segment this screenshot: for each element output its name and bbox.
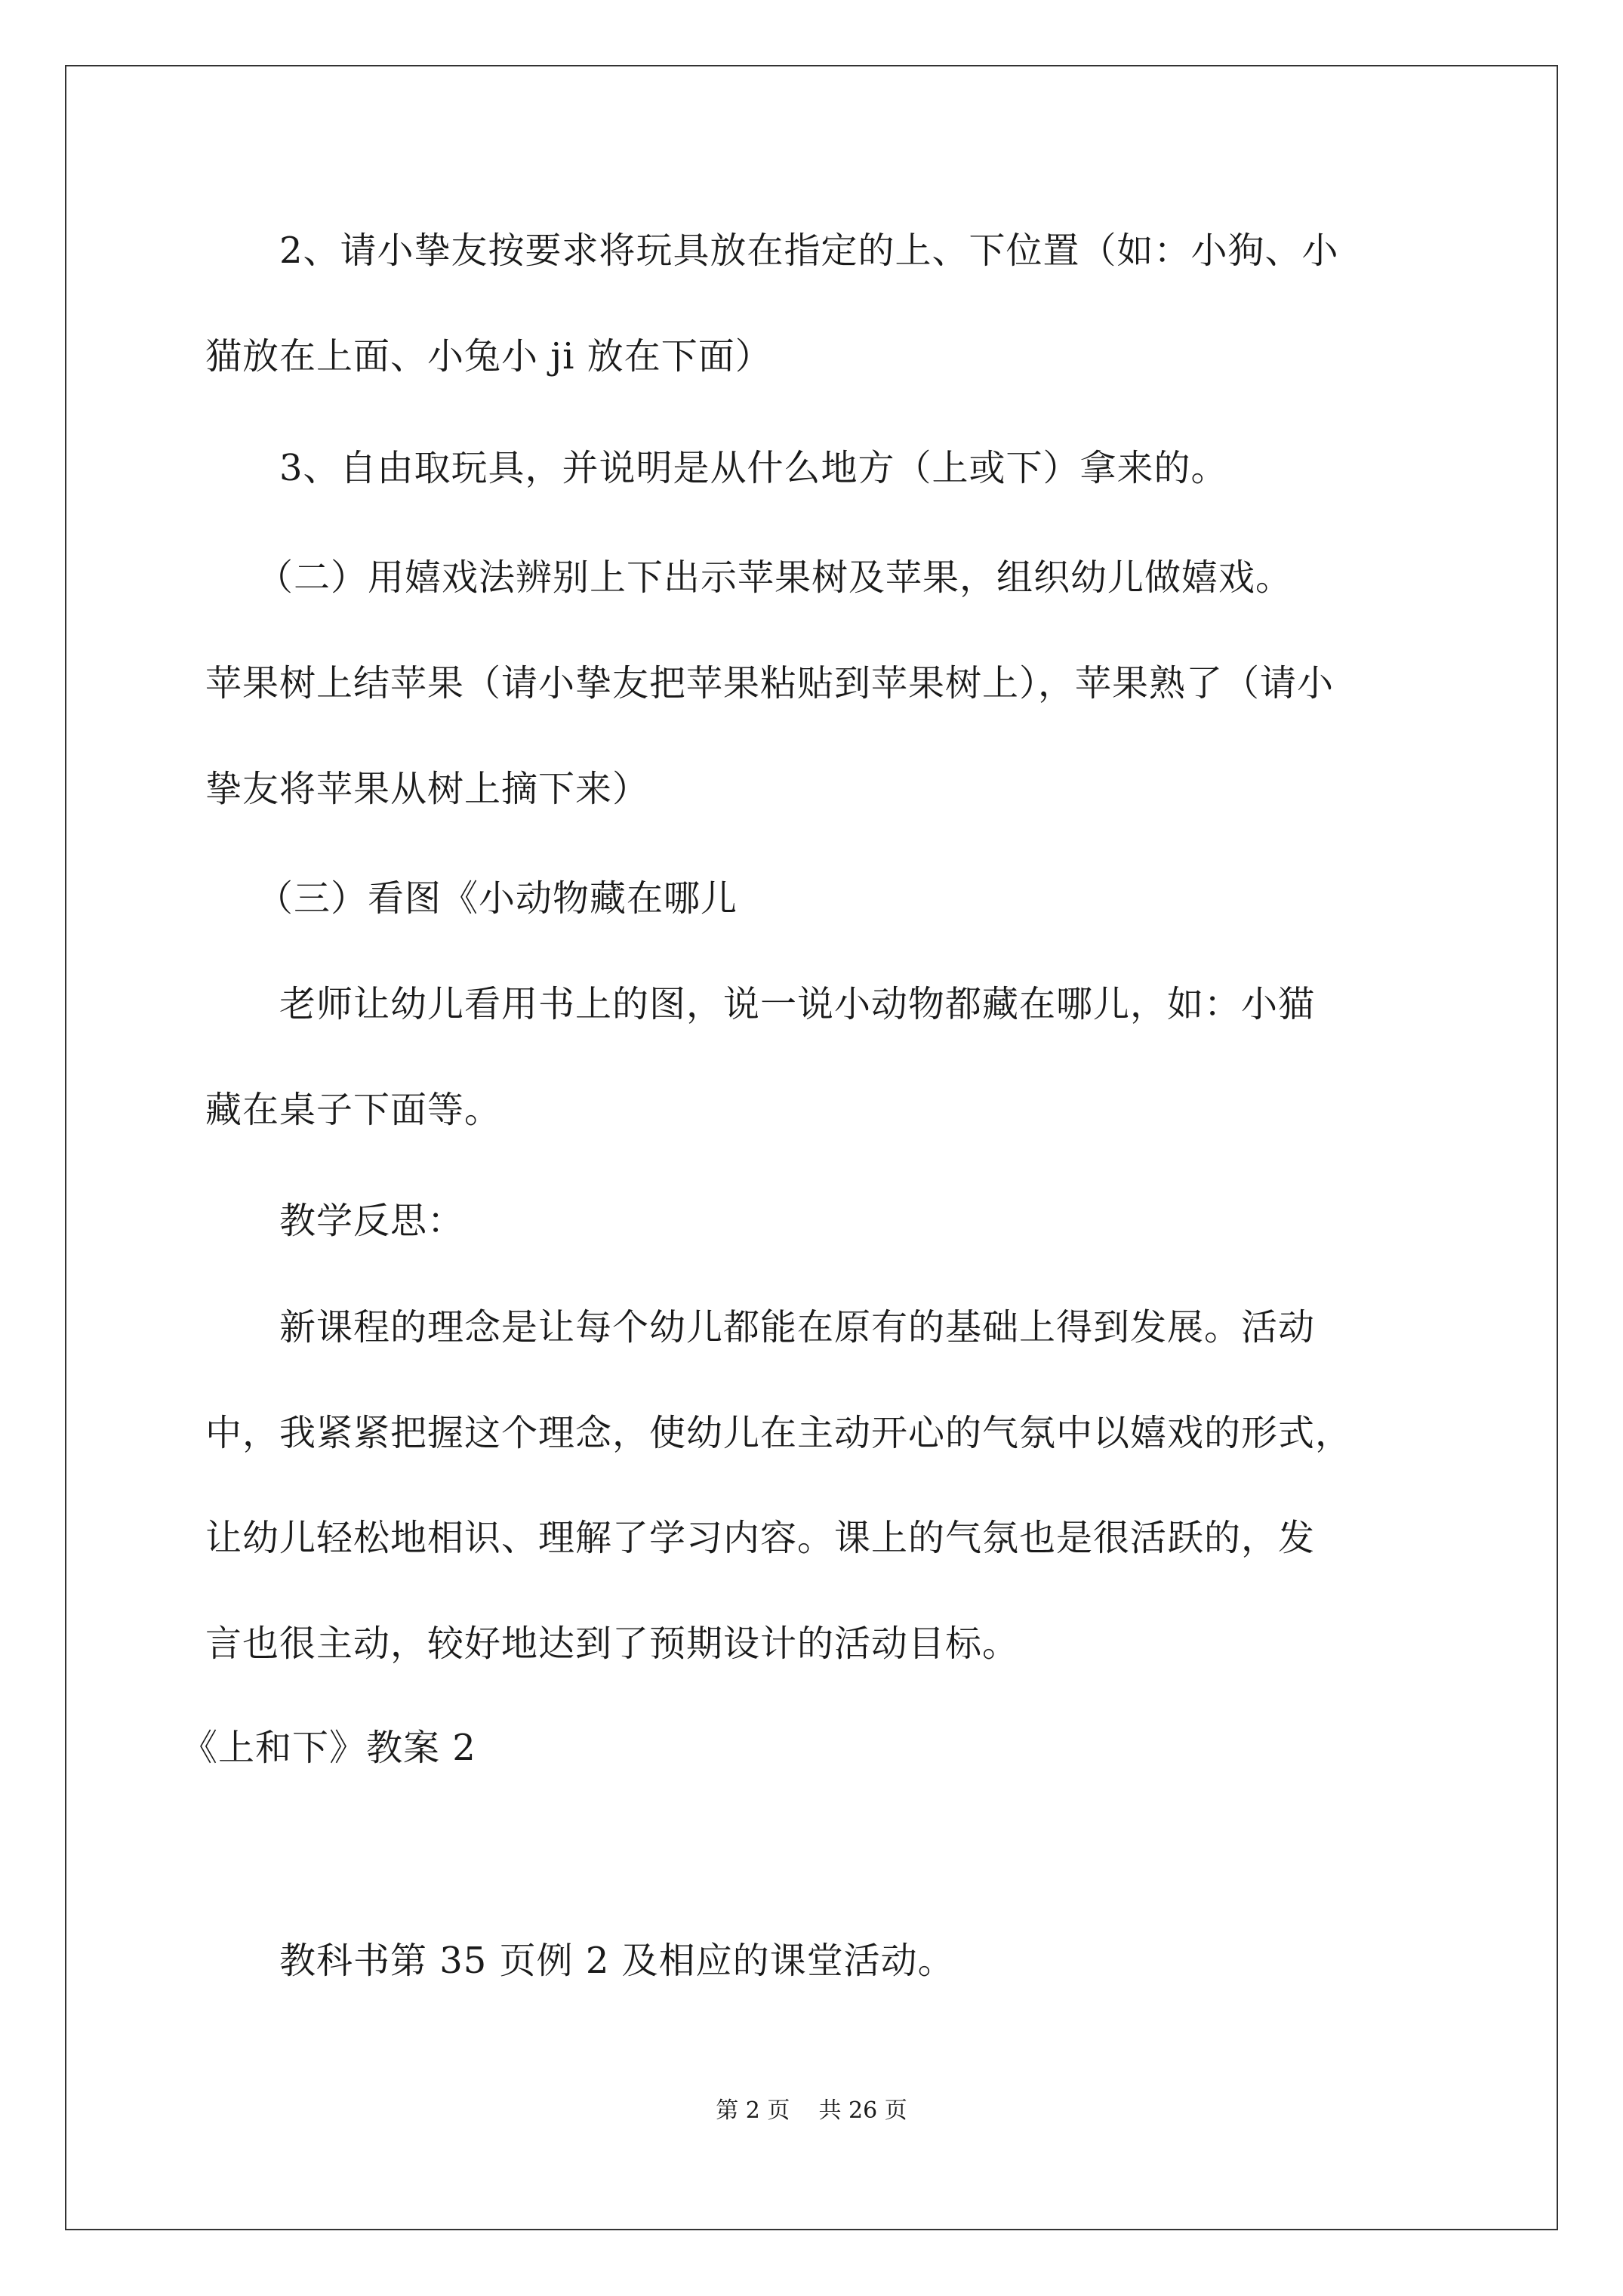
section-heading: 《上和下》教案 2 [181,1727,476,1769]
paragraph-line: （三）看图《小动物藏在哪儿 [257,877,738,920]
paragraph-line: 2、请小挚友按要求将玩具放在指定的上、下位置（如：小狗、小 [279,230,1339,272]
paragraph-line: 老师让幼儿看用书上的图，说一说小动物都藏在哪儿，如：小猫 [279,983,1316,1025]
paragraph-line: 教科书第 35 页例 2 及相应的课堂活动。 [279,1940,955,1982]
paragraph-line: 中，我紧紧把握这个理念，使幼儿在主动开心的气氛中以嬉戏的形式， [205,1412,1353,1454]
paragraph-line: 挚友将苹果从树上摘下来） [205,768,650,810]
paragraph-line: 新课程的理念是让每个幼儿都能在原有的基础上得到发展。活动 [279,1306,1316,1348]
page-number-footer: 第 2 页 共 26 页 [716,2097,907,2124]
paragraph-line: 让幼儿轻松地相识、理解了学习内容。课上的气氛也是很活跃的，发 [205,1517,1316,1559]
paragraph-line: 猫放在上面、小兔小 ji 放在下面） [205,335,772,378]
paragraph-line: 3、自由取玩具，并说明是从什么地方（上或下）拿来的。 [279,447,1228,489]
paragraph-line: 藏在桌子下面等。 [205,1089,502,1131]
paragraph-line: （二）用嬉戏法辨别上下出示苹果树及苹果，组织幼儿做嬉戏。 [257,556,1293,599]
page-border [65,65,1558,2230]
paragraph-line: 教学反思： [279,1200,465,1242]
paragraph-line: 苹果树上结苹果（请小挚友把苹果粘贴到苹果树上），苹果熟了（请小 [205,662,1335,704]
paragraph-line: 言也很主动，较好地达到了预期设计的活动目标。 [205,1623,1020,1665]
